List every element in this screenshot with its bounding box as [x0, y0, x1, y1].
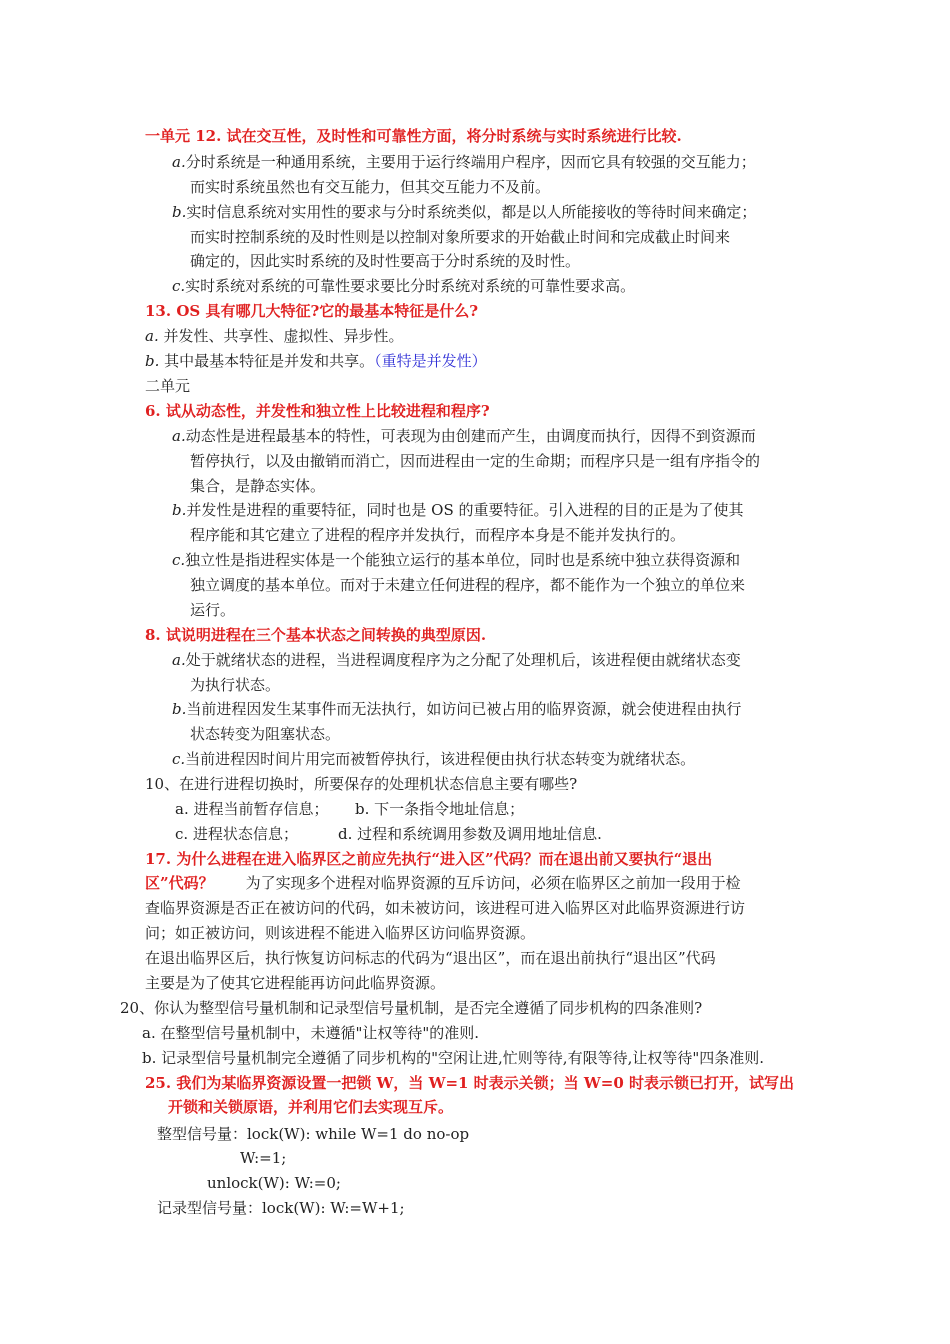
question-25-title-cont: 开锁和关锁原语，并利用它们去实现互斥。	[168, 1098, 454, 1116]
question-12-title: 一单元 12. 试在交互性，及时性和可靠性方面，将分时系统与实时系统进行比较.	[145, 127, 682, 145]
q17-answer-line-3: 问；如正被访问，则该进程不能进入临界区访问临界资源。	[145, 924, 536, 942]
q12-item-b-cont2: 确定的，因此实时系统的及时性要高于分时系统的及时性。	[190, 252, 581, 270]
q25-code-line-3: unlock(W): W:=0;	[207, 1174, 341, 1192]
q17-answer-line-5: 主要是为了使其它进程能再访问此临界资源。	[145, 974, 446, 992]
q17-answer-line-2: 查临界资源是否正在被访问的代码，如未被访问，该进程可进入临界区对此临界资源进行访	[145, 899, 746, 917]
q8-item-c: c.当前进程因时间片用完而被暂停执行，该进程便由执行状态转变为就绪状态。	[172, 750, 696, 768]
q8-item-a-cont: 为执行状态。	[190, 676, 281, 694]
q6-item-b: b.并发性是进程的重要特征，同时也是 OS 的重要特征。引入进程的目的正是为了使其	[172, 501, 744, 519]
q10-item-b: b. 下一条指令地址信息；	[355, 800, 525, 818]
q6-item-a-cont2: 集合，是静态实体。	[190, 477, 326, 495]
q10-item-c: c. 进程状态信息；	[175, 825, 298, 843]
question-17-title-cont: 区”代码？ 为了实现多个进程对临界资源的互斥访问，必须在临界区之前加一段用于检	[145, 874, 741, 892]
q17-answer-line-4: 在退出临界区后，执行恢复访问标志的代码为“退出区”，而在退出前执行“退出区”代码	[145, 949, 716, 967]
question-25-title: 25. 我们为某临界资源设置一把锁 W，当 W=1 时表示关锁；当 W=0 时表示锁已打开，试写出	[145, 1074, 794, 1092]
question-17-title: 17. 为什么进程在进入临界区之前应先执行“进入区”代码？而在退出前又要执行“退出	[145, 850, 713, 868]
q12-item-b: b.实时信息系统对实用性的要求与分时系统类似，都是以人所能接收的等待时间来确定；	[172, 203, 757, 221]
q25-code-line-1: 整型信号量：lock(W): while W=1 do no-op	[157, 1125, 470, 1143]
q8-item-b-cont: 状态转变为阻塞状态。	[190, 725, 341, 743]
q20-item-a: a. 在整型信号量机制中，未遵循"让权等待"的准则.	[142, 1024, 480, 1042]
q8-item-a: a.处于就绪状态的进程，当进程调度程序为之分配了处理机后，该进程便由就绪状态变	[172, 651, 741, 669]
q12-item-c: c.实时系统对系统的可靠性要求要比分时系统对系统的可靠性要求高。	[172, 277, 636, 295]
q12-item-a: a.分时系统是一种通用系统，主要用于运行终端用户程序，因而它具有较强的交互能力；	[172, 153, 756, 171]
question-13-title: 13. OS 具有哪几大特征?它的最基本特征是什么?	[145, 302, 479, 320]
q6-item-c-cont1: 独立调度的基本单位。而对于未建立任何进程的程序，都不能作为一个独立的单位来	[190, 576, 746, 594]
question-8-title: 8. 试说明进程在三个基本状态之间转换的典型原因.	[145, 626, 487, 644]
q6-item-a: a.动态性是进程最基本的特性，可表现为由创建而产生，由调度而执行，因得不到资源而	[172, 427, 756, 445]
q25-code-line-2: W:=1;	[240, 1149, 287, 1167]
unit-2-heading: 二单元	[145, 377, 191, 395]
q6-item-b-cont: 程序能和其它建立了进程的程序并发执行，而程序本身是不能并发执行的。	[190, 526, 686, 544]
q20-item-b: b. 记录型信号量机制完全遵循了同步机构的"空闲让进,忙则等待,有限等待,让权等待"四条准则.	[142, 1049, 765, 1067]
q13-note: （重特是并发性）	[374, 352, 487, 370]
q8-item-b: b.当前进程因发生某事件而无法执行，如访问已被占用的临界资源，就会使进程由执行	[172, 700, 742, 718]
q6-item-a-cont1: 暂停执行，以及由撤销而消亡，因而进程由一定的生命期；而程序只是一组有序指令的	[190, 452, 761, 470]
question-10-title: 10、在进行进程切换时，所要保存的处理机状态信息主要有哪些?	[145, 775, 578, 793]
q10-item-a: a. 进程当前暂存信息；	[175, 800, 329, 818]
q13-item-b: b. 其中最基本特征是并发和共享。（重特是并发性）	[145, 352, 487, 370]
q13-item-a: a. 并发性、共享性、虚拟性、异步性。	[145, 327, 404, 345]
q6-item-c: c.独立性是指进程实体是一个能独立运行的基本单位，同时也是系统中独立获得资源和	[172, 551, 741, 569]
q25-code-line-4: 记录型信号量：lock(W): W:=W+1;	[157, 1199, 405, 1217]
question-20-title: 20、你认为整型信号量机制和记录型信号量机制，是否完全遵循了同步机构的四条准则?	[120, 999, 703, 1017]
question-6-title: 6. 试从动态性，并发性和独立性上比较进程和程序?	[145, 402, 490, 420]
q10-item-d: d. 过程和系统调用参数及调用地址信息.	[338, 825, 602, 843]
q12-item-a-cont: 而实时系统虽然也有交互能力，但其交互能力不及前。	[190, 178, 551, 196]
q12-item-b-cont1: 而实时控制系统的及时性则是以控制对象所要求的开始截止时间和完成截止时间来	[190, 228, 731, 246]
q6-item-c-cont2: 运行。	[190, 601, 236, 619]
